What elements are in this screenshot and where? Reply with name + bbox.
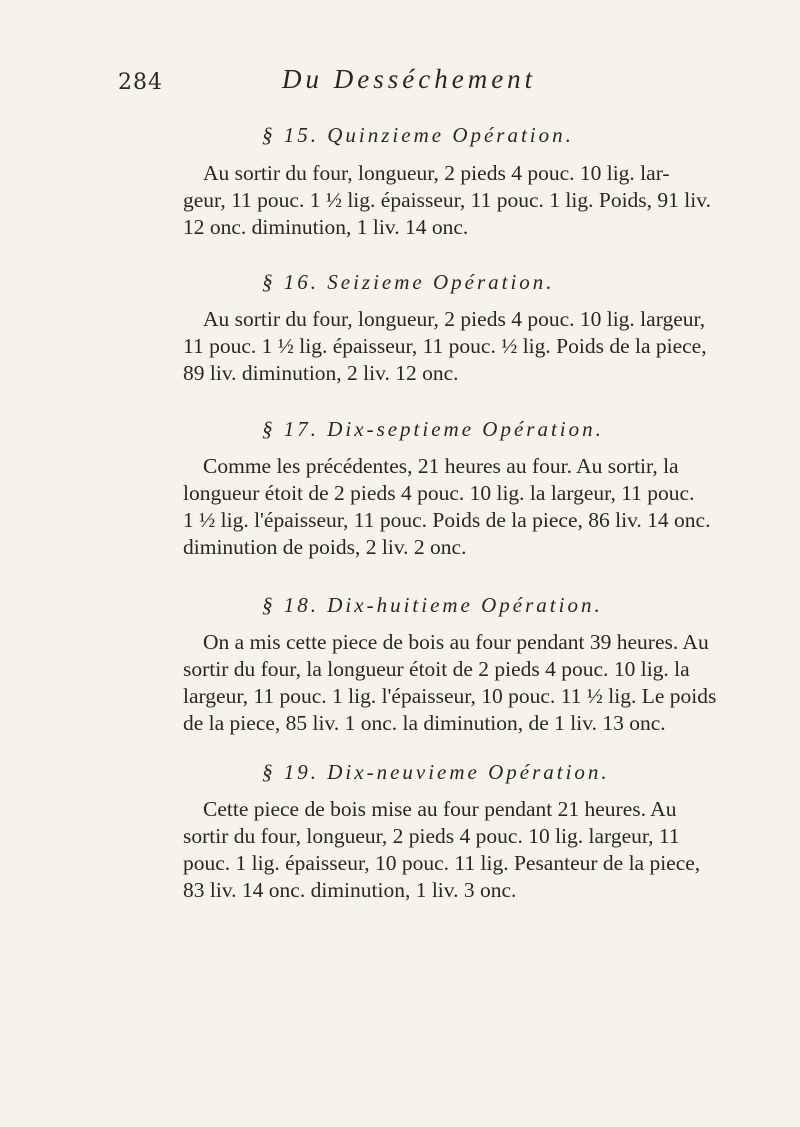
section-19-text bbox=[183, 796, 778, 904]
text-line: Au sortir du four, longueur, 2 pieds 4 pouc. 10 lig. lar- bbox=[203, 161, 670, 185]
text-line: On a mis cette piece de bois au four pendant 39 heures. Au bbox=[203, 630, 709, 654]
text-line: Cette piece de bois mise au four pendant 21 heures. Au bbox=[203, 797, 677, 821]
text-line: pouc. 1 lig. épaisseur, 10 pouc. 11 lig. Pesanteur de la piece, bbox=[183, 851, 701, 875]
text-line: longueur étoit de 2 pieds 4 pouc. 10 lig. la largeur, 11 pouc. bbox=[183, 481, 695, 505]
section-19-title: § 19. Dix-neuvieme Opération. bbox=[262, 760, 610, 784]
section-18-text bbox=[183, 629, 778, 737]
page-number: 284 bbox=[118, 70, 163, 95]
text-line: 11 pouc. 1 ½ lig. épaisseur, 11 pouc. ½ lig. Poids de la piece, bbox=[183, 334, 707, 358]
text-line: Au sortir du four, longueur, 2 pieds 4 pouc. 10 lig. largeur, bbox=[203, 307, 706, 331]
text-line: 89 liv. diminution, 2 liv. 12 onc. bbox=[183, 361, 459, 385]
text-line: sortir du four, la longueur étoit de 2 pieds 4 pouc. 10 lig. la bbox=[183, 657, 690, 681]
section-15-title: § 15. Quinzieme Opération. bbox=[262, 123, 574, 147]
section-16-text bbox=[183, 306, 778, 387]
text-line: geur, 11 pouc. 1 ½ lig. épaisseur, 11 pouc. 1 lig. Poids, 91 liv. bbox=[183, 188, 711, 212]
text-line: 12 onc. diminution, 1 liv. 14 onc. bbox=[183, 215, 469, 239]
section-17-text bbox=[183, 453, 778, 561]
text-line: diminution de poids, 2 liv. 2 onc. bbox=[183, 535, 467, 559]
text-line: largeur, 11 pouc. 1 lig. l'épaisseur, 10 pouc. 11 ½ lig. Le poids bbox=[183, 684, 717, 708]
text-line: 83 liv. 14 onc. diminution, 1 liv. 3 onc. bbox=[183, 878, 517, 902]
text-line: Comme les précédentes, 21 heures au four. Au sortir, la bbox=[203, 454, 679, 478]
running-head: Du Desséchement bbox=[282, 64, 537, 94]
text-line: 1 ½ lig. l'épaisseur, 11 pouc. Poids de la piece, 86 liv. 14 onc. bbox=[183, 508, 711, 532]
text-line: sortir du four, longueur, 2 pieds 4 pouc. 10 lig. largeur, 11 bbox=[183, 824, 680, 848]
section-15-text bbox=[183, 160, 778, 241]
section-16-title: § 16. Seizieme Opération. bbox=[262, 270, 555, 294]
text-line: de la piece, 85 liv. 1 onc. la diminution, de 1 liv. 13 onc. bbox=[183, 711, 666, 735]
section-18-title: § 18. Dix-huitieme Opération. bbox=[262, 593, 603, 617]
section-17-title: § 17. Dix-septieme Opération. bbox=[262, 417, 604, 441]
